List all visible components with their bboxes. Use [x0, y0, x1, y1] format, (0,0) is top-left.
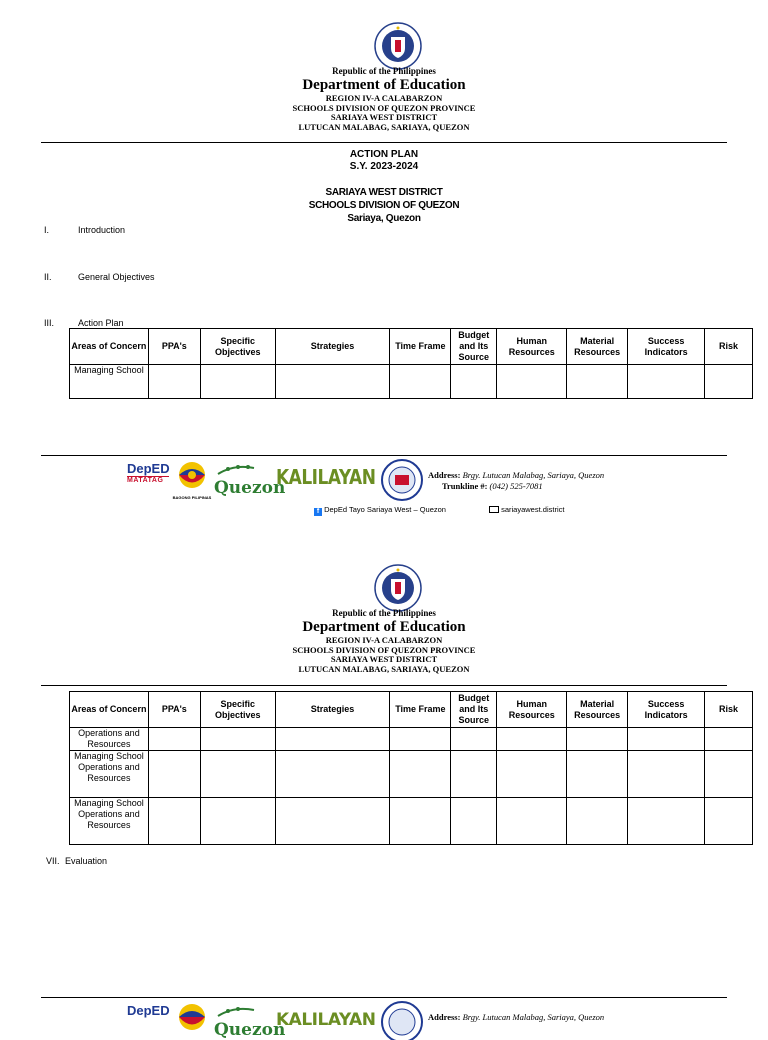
table-cell — [705, 365, 753, 399]
section-label: Action Plan — [78, 318, 124, 328]
republic-label: Republic of the Philippines — [332, 608, 436, 618]
table-cell — [200, 798, 275, 845]
doc-district: SARIAYA WEST DISTRICT — [325, 187, 443, 198]
address-label: Address: — [428, 470, 461, 480]
sariaya-west-seal-icon — [381, 1001, 423, 1024]
school-year: S.Y. 2023-2024 — [349, 161, 419, 172]
district-block — [0, 186, 768, 225]
sariaya-west-seal-icon — [381, 459, 423, 501]
header-divider — [41, 685, 727, 686]
table-cell — [148, 728, 200, 751]
laurel-icon — [214, 464, 276, 476]
table-cell — [705, 728, 753, 751]
address-label: Address: — [428, 1012, 461, 1022]
col-header: Success Indicators — [628, 692, 705, 728]
table-cell — [275, 728, 390, 751]
table-cell — [497, 751, 567, 798]
table-cell — [497, 798, 567, 845]
table-cell — [200, 728, 275, 751]
quezon-wordmark: Quezon — [214, 478, 286, 498]
table-cell — [390, 798, 451, 845]
deped-wordmark: DepED — [127, 1003, 170, 1018]
table-cell — [148, 798, 200, 845]
table-cell — [275, 798, 390, 845]
facebook-line[interactable] — [314, 505, 446, 516]
division-label: SCHOOLS DIVISION OF QUEZON PROVINCE — [292, 102, 476, 113]
district-label: SARIAYA WEST DISTRICT — [330, 112, 438, 122]
doc-town: Sariaya, Quezon — [347, 213, 421, 224]
bagong-pilipinas-icon — [172, 460, 212, 490]
doc-division: SCHOOLS DIVISION OF QUEZON — [308, 200, 460, 211]
area-cell: Managing School — [70, 365, 149, 399]
table-header-row — [70, 692, 753, 728]
matatag-wordmark: MATATAG — [127, 476, 169, 484]
address-value: Brgy. Lutucan Malabag, Sariaya, Quezon — [462, 1012, 605, 1022]
col-header: Human Resources — [497, 692, 567, 728]
table-cell — [497, 365, 567, 399]
table-cell — [451, 728, 497, 751]
address-line — [428, 470, 604, 480]
deped-matatag-logo — [127, 462, 169, 498]
bagong-pilipinas-logo — [172, 460, 212, 500]
area-cell: Operations and Resources — [70, 728, 149, 751]
footer-divider — [41, 455, 727, 456]
address-line — [428, 1012, 604, 1022]
col-header: Budget and Its Source — [451, 329, 497, 365]
kalilayan-wordmark: KALILAYAN — [276, 466, 376, 490]
email-line[interactable] — [489, 505, 564, 514]
col-header: Budget and Its Source — [451, 692, 497, 728]
department-title: Department of Education — [302, 619, 466, 635]
section-label: General Objectives — [78, 272, 155, 282]
table-cell — [148, 751, 200, 798]
quezon-wordmark: Quezon — [214, 1020, 286, 1040]
header-divider — [41, 142, 727, 143]
table-cell — [628, 751, 705, 798]
table-cell — [390, 728, 451, 751]
col-header: Strategies — [275, 692, 390, 728]
table-cell — [567, 751, 628, 798]
col-header: Material Resources — [567, 329, 628, 365]
table-cell — [628, 728, 705, 751]
table-header-row — [70, 329, 753, 365]
section-label: Evaluation — [65, 856, 108, 866]
footer-divider — [41, 997, 727, 998]
section-number: VII. — [46, 856, 60, 866]
col-header: Success Indicators — [628, 329, 705, 365]
col-header: Risk — [705, 329, 753, 365]
col-header: PPA's — [148, 692, 200, 728]
mail-icon — [489, 506, 499, 513]
deped-seal-icon — [374, 22, 422, 70]
deped-seal-icon — [374, 564, 422, 612]
table-cell — [567, 728, 628, 751]
facebook-page: DepEd Tayo Sariaya West – Quezon — [324, 505, 446, 514]
col-header: Specific Objectives — [200, 692, 275, 728]
facebook-icon: f — [314, 508, 322, 516]
table-cell — [567, 798, 628, 845]
email-address: sariayawest.district — [501, 505, 565, 514]
table-cell — [628, 798, 705, 845]
col-header: Areas of Concern — [70, 329, 149, 365]
col-header: Risk — [705, 692, 753, 728]
republic-label: Republic of the Philippines — [332, 66, 436, 76]
bagong-pilipinas-logo — [172, 1002, 212, 1024]
kalilayan-logo — [276, 1010, 380, 1030]
deped-matatag-logo — [127, 1004, 169, 1024]
table-cell — [275, 365, 390, 399]
quezon-logo — [214, 463, 286, 498]
col-header: PPA's — [148, 329, 200, 365]
letterhead-2 — [0, 608, 768, 674]
table-cell — [705, 751, 753, 798]
bagong-pilipinas-label: BAGONG PILIPINAS — [172, 495, 212, 500]
address-value: Brgy. Lutucan Malabag, Sariaya, Quezon — [462, 470, 605, 480]
table-cell — [628, 365, 705, 399]
col-header: Strategies — [275, 329, 390, 365]
deped-wordmark: DepED — [127, 461, 170, 476]
table-row — [70, 728, 753, 751]
table-cell — [451, 751, 497, 798]
laurel-icon — [214, 1006, 276, 1018]
division-label: SCHOOLS DIVISION OF QUEZON PROVINCE — [292, 644, 476, 655]
quezon-logo — [214, 1005, 286, 1040]
table-cell — [390, 751, 451, 798]
trunkline-value: (042) 525-7081 — [489, 481, 543, 491]
section-number: I. — [44, 225, 50, 235]
col-header: Specific Objectives — [200, 329, 275, 365]
letterhead-1 — [0, 66, 768, 132]
region-label: REGION IV-A CALABARZON — [325, 635, 443, 645]
doc-title: ACTION PLAN — [349, 149, 419, 160]
location-label: LUTUCAN MALABAG, SARIAYA, QUEZON — [298, 663, 470, 674]
trunkline-line — [442, 481, 543, 491]
table-cell — [275, 751, 390, 798]
table-cell — [200, 365, 275, 399]
table-cell — [390, 365, 451, 399]
section-label: Introduction — [78, 225, 126, 235]
section-number: II. — [44, 272, 52, 282]
col-header: Time Frame — [390, 329, 451, 365]
table-row — [70, 751, 753, 798]
section-number: III. — [44, 318, 55, 328]
kalilayan-logo — [276, 468, 380, 496]
table-row — [70, 798, 753, 845]
col-header: Time Frame — [390, 692, 451, 728]
doc-title-block — [0, 149, 768, 173]
action-plan-table-2 — [69, 691, 753, 845]
area-cell: Managing School Operations and Resources — [70, 798, 149, 845]
kalilayan-wordmark: KALILAYAN — [276, 1010, 376, 1030]
col-header: Areas of Concern — [70, 692, 149, 728]
table-cell — [200, 751, 275, 798]
table-cell — [497, 728, 567, 751]
table-cell — [451, 365, 497, 399]
area-cell: Managing School Operations and Resources — [70, 751, 149, 798]
table-cell — [567, 365, 628, 399]
table-cell — [148, 365, 200, 399]
location-label: LUTUCAN MALABAG, SARIAYA, QUEZON — [298, 121, 470, 132]
department-title: Department of Education — [302, 77, 466, 93]
table-cell — [451, 798, 497, 845]
action-plan-table-1 — [69, 328, 753, 399]
district-label: SARIAYA WEST DISTRICT — [330, 654, 438, 664]
col-header: Material Resources — [567, 692, 628, 728]
col-header: Human Resources — [497, 329, 567, 365]
bagong-pilipinas-icon — [172, 1002, 212, 1032]
table-cell — [705, 798, 753, 845]
trunkline-label: Trunkline #: — [442, 481, 488, 491]
region-label: REGION IV-A CALABARZON — [325, 93, 443, 103]
table-row — [70, 365, 753, 399]
